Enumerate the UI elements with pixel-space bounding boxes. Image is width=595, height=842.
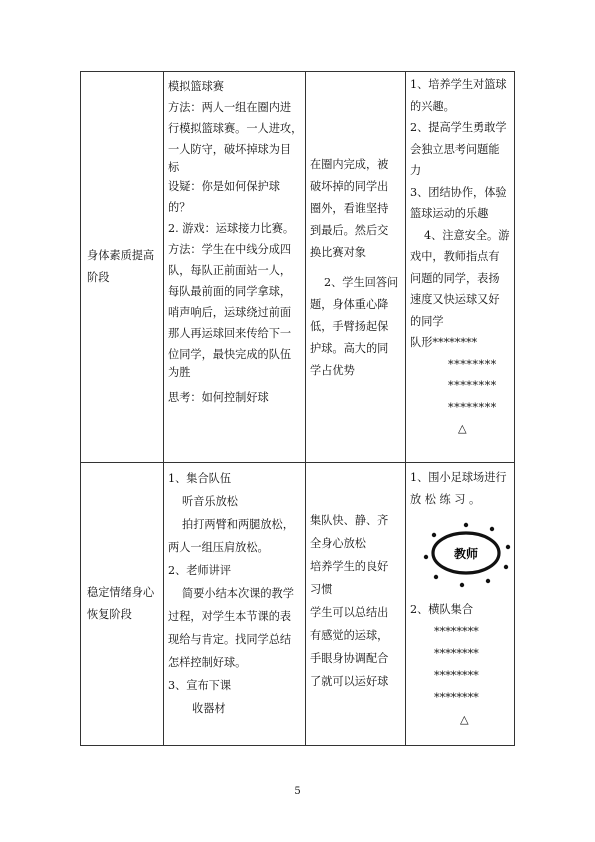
triangle-marker: △: [458, 422, 467, 435]
student-marker: [490, 527, 494, 531]
lesson-plan-table: [80, 71, 515, 746]
requirement-line: 到最后。然后交: [310, 224, 389, 237]
table-row: [81, 72, 515, 463]
content-line: 拍打两臂和两腿放松，: [182, 518, 294, 531]
triangle-marker: △: [460, 713, 469, 726]
content-line: 怎样控制好球。: [168, 656, 247, 669]
content-cell: [164, 463, 306, 746]
content-line: 收器材: [192, 702, 226, 715]
content-line: 方法：两人一组在圈内进: [168, 101, 292, 114]
content-line: 两人一组压肩放松。: [168, 541, 269, 554]
organization-line: 问题的同学，表扬: [410, 271, 500, 285]
requirement-line: 圈外，看谁坚持: [310, 202, 389, 215]
student-marker: [464, 523, 468, 527]
content-line: 简要小结本次课的教学: [182, 587, 294, 600]
organization-line: 放 松 练 习 。: [410, 493, 481, 506]
content-line: 3、宣布下课: [168, 679, 232, 692]
content-line: 1、集合队伍: [168, 472, 232, 485]
content-line: 标: [168, 161, 180, 174]
content-line: 2、老师讲评: [168, 564, 232, 577]
organization-cell: [406, 463, 515, 746]
content-line: 2. 游戏：运球接力比赛。: [168, 222, 295, 235]
content-line: 队，每队正前面站一人，: [168, 264, 292, 277]
requirement-line: 培养学生的良好: [310, 560, 389, 573]
requirement-line: 破坏掉的同学出: [310, 180, 389, 193]
stage-cell: [81, 72, 164, 463]
requirement-line: 集队快、静、齐: [310, 514, 389, 527]
requirement-line: 手眼身协调配合: [310, 652, 389, 665]
content-line: 现给与肯定。找同学总结: [168, 633, 292, 646]
student-marker: [506, 545, 510, 549]
formation-line: ********: [434, 691, 479, 704]
organization-line: 1、培养学生对篮球: [410, 78, 507, 91]
requirement-line: 在圈内完成，被: [310, 158, 389, 171]
requirements-cell: [306, 463, 406, 746]
requirement-line: 换比赛对象: [310, 246, 366, 259]
requirement-line: 低，手臂扬起保: [310, 320, 389, 333]
student-marker: [432, 533, 436, 537]
formation-line: ********: [434, 669, 479, 682]
page-number: 5: [294, 786, 301, 797]
content-line: 设疑：你是如何保护球: [168, 180, 280, 193]
organization-line: 力: [410, 164, 422, 177]
student-marker: [504, 565, 508, 569]
requirement-line: 学占优势: [310, 364, 355, 377]
requirements-cell: [306, 72, 406, 463]
student-marker: [460, 583, 464, 587]
organization-line: 2、横队集合: [410, 603, 474, 616]
requirement-line: 护球。高大的同: [310, 342, 389, 355]
content-line: 哨声响后，运球绕过前面: [168, 306, 292, 319]
formation-line: 队形********: [410, 336, 478, 349]
organization-line: 4、注意安全。游: [424, 228, 510, 242]
content-line: 行模拟篮球赛。一人进攻，: [168, 122, 303, 135]
stage-label: 稳定情绪身心恢复阶段: [87, 586, 155, 621]
field-circle-graphic: [414, 513, 524, 595]
content-line: 过程，对学生本节课的表: [168, 610, 292, 623]
stage-label: 身体素质提高阶段: [87, 249, 155, 284]
content-line: 那人再运球回来传给下一: [168, 327, 292, 340]
organization-line: 的同学: [410, 314, 444, 328]
formation-line: ********: [448, 357, 497, 371]
warmup-circle-diagram: [414, 513, 524, 595]
table-row: [81, 463, 515, 746]
requirement-line: 学生可以总结出: [310, 606, 389, 619]
formation-line: ********: [434, 625, 479, 638]
content-line: 思考：如何控制好球: [168, 391, 269, 404]
content-line: 每队最前面的同学拿球，: [168, 285, 292, 298]
organization-line: 的兴趣。: [410, 99, 455, 113]
requirement-line: 习惯: [310, 583, 333, 596]
formation-line: ********: [448, 379, 497, 392]
formation-line: ********: [434, 647, 479, 660]
requirement-line: 题，身体重心降: [310, 298, 389, 311]
content-line: 位同学，最快完成的队伍: [168, 348, 292, 361]
content-cell: [164, 72, 306, 463]
content-line: 为胜: [168, 366, 191, 379]
student-marker: [424, 555, 428, 559]
content-line: 方法：学生在中线分成四: [168, 243, 292, 256]
student-marker: [434, 575, 438, 579]
organization-line: 会独立思考问题能: [410, 142, 500, 156]
organization-line: 篮球运动的乐趣: [410, 207, 489, 220]
organization-line: 速度又快运球又好: [410, 293, 500, 306]
content-line: 的？: [168, 201, 191, 214]
stage-cell: [81, 463, 164, 746]
requirement-line: 全身心放松: [310, 537, 366, 550]
organization-line: 戏中，教师指点有: [410, 250, 500, 263]
content-line: 一人防守，破坏掉球为目: [168, 143, 292, 156]
organization-line: 2、提高学生勇敢学: [410, 121, 507, 134]
student-marker: [486, 579, 490, 583]
formation-line: ********: [448, 400, 497, 414]
requirement-line: 2、学生回答问: [324, 276, 399, 289]
organization-line: 3、团结协作，体验: [410, 185, 507, 199]
organization-line: 1、围小足球场进行: [410, 471, 507, 484]
content-line: 模拟篮球赛: [168, 80, 224, 93]
teacher-label: 教师: [453, 547, 479, 561]
organization-cell: [406, 72, 515, 463]
requirement-line: 了就可以运好球: [310, 675, 389, 688]
requirement-line: 有感觉的运球，: [310, 629, 389, 642]
content-line: 听音乐放松: [182, 495, 238, 508]
